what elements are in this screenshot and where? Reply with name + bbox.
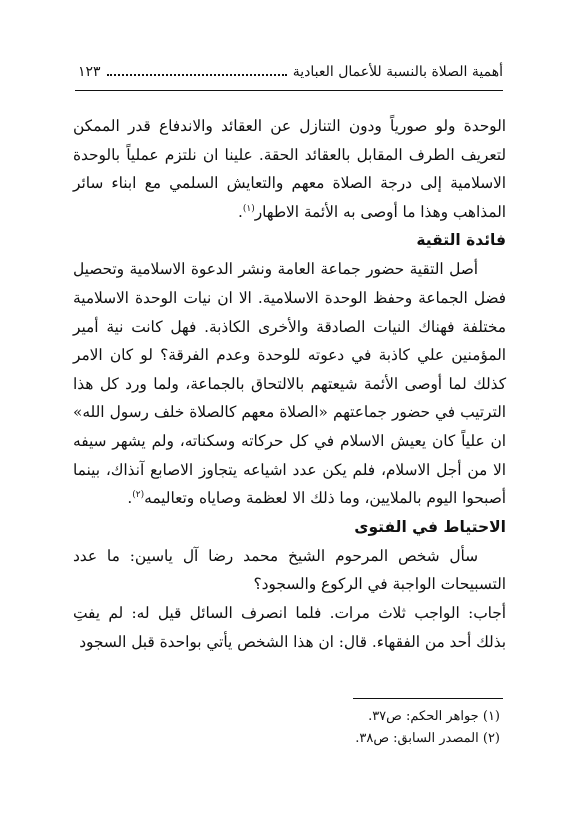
footnote-ref-1: (١)	[242, 203, 255, 214]
footnote-1: (١) جواهر الحكم: ص٣٧.	[368, 709, 500, 724]
footnote-rule	[353, 698, 503, 699]
heading-taqiyya: فائدة التقية	[416, 231, 506, 250]
footnote-2: (٢) المصدر السابق: ص٣٨.	[355, 731, 500, 746]
paragraph-2: أصل التقية حضور جماعة العامة ونشر الدعوة الاسلامية وتحصيل فضل الجماعة وحفظ الوحدة الاسلامية. الا ان نيات الوحدة الاسلامية مختلفة فهناك النيات الصادقة والأخرى الكاذبة. فهل كانت نية أمير المؤمنين علي كاذبة في دعوته للوحدة وعدم الفرقة؟ لو كان الامر كذلك لما أوصى الأئمة شيعتهم بالالتحاق بالجماعة، ولما ورد كل هذا الترتيب في حضور جماعتهم «الصلاة معهم كالصلاة خلف رسول الله» ان علياً كان يعيش الاسلام في كل حركاته وسكناته، ولم يشهر سيفه الا من أجل الاسلام، فلم يكن عدد اشياعه يتجاوز الاصابع آنذاك، بينما أصبحوا اليوم بالملايين، وما ذلك الا لعظمة وصاياه وتعاليمه$^{(٢)}$.	[73, 260, 506, 508]
footnotes	[355, 706, 500, 750]
header-rule	[75, 90, 503, 91]
page-number: ١٢٣	[78, 64, 101, 80]
paragraph-3: سأل شخص المرحوم الشيخ محمد رضا آل ياسين: ما عدد التسبيحات الواجبة في الركوع والسجود؟	[73, 546, 506, 594]
main-text	[73, 112, 506, 656]
footnote-ref-2: (٢)	[132, 490, 145, 501]
paragraph-1: الوحدة ولو صورياً ودون التنازل عن العقائد والاندفاع قدر الممكن لتعريف الطرف المقابل بالعقائد الحقة. علينا ان نلتزم عملياً بالوحدة الاسلامية إلى درجة الصلاة معهم والتعايش السلمي مع ابناء سائر المذاهب وهذا ما أوصى به الأئمة الاطهار$^{(١)}$.	[73, 117, 506, 221]
running-header	[78, 62, 503, 84]
header-title: أهمية الصلاة بالنسبة للأعمال العبادية	[292, 64, 503, 80]
heading-ihtiyat: الاحتياط في الفتوى	[354, 517, 506, 536]
header-leader-dots	[107, 62, 287, 76]
paragraph-4: أجاب: الواجب ثلاث مرات. فلما انصرف السائل قيل له: لم يفتِ بذلك أحد من الفقهاء. قال: ان هذا الشخص يأتي بواحدة قبل السجود	[73, 603, 506, 651]
